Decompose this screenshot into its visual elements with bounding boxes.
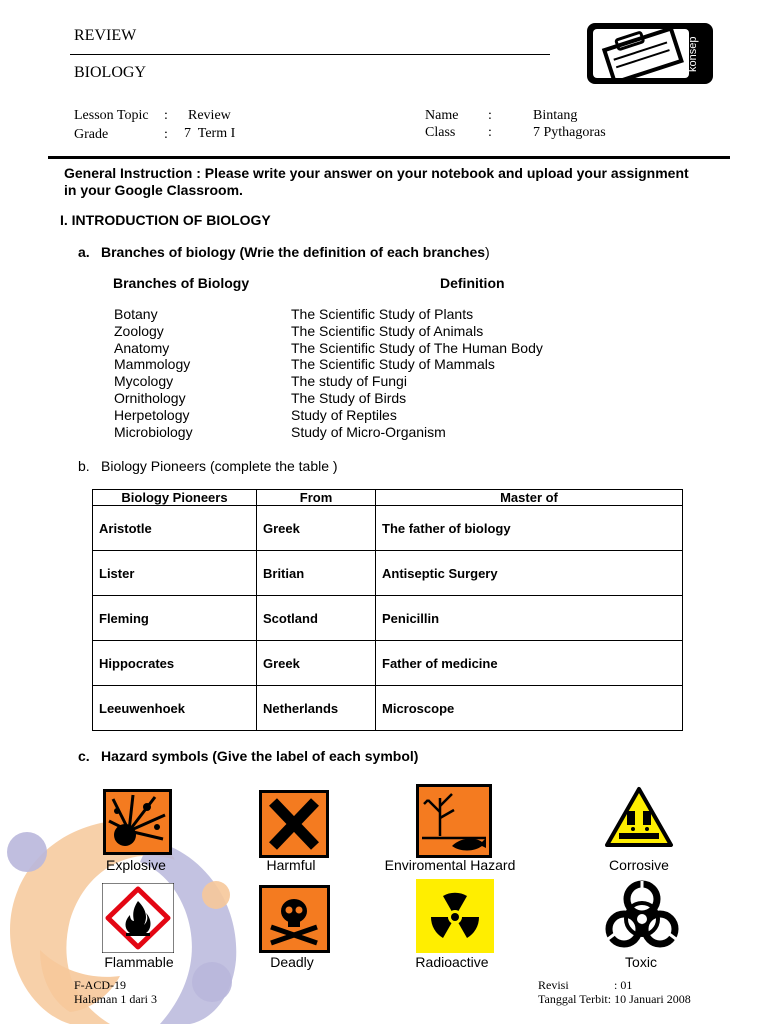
subject-heading: BIOLOGY [74,64,146,81]
deadly-icon [259,885,330,953]
footer-tanggal: Tanggal Terbit: 10 Januari 2008 [538,992,691,1006]
table-header-row [93,490,683,506]
grade-colon: : [164,127,168,142]
review-heading: REVIEW [74,27,137,44]
pioneer-name: Fleming [93,596,257,641]
branch-name: Ornithology [114,389,186,406]
hazard-label: Explosive [106,857,166,873]
table-row [93,686,683,731]
hazard-label: Corrosive [609,857,669,873]
table-row [93,641,683,686]
definition-list [291,306,711,440]
class-label: Class [425,125,456,140]
grade-label: Grade [74,127,109,142]
branch-name: Herpetology [114,406,190,423]
part-c-marker: c. [78,748,90,764]
lesson-topic-label: Lesson Topic [74,108,149,123]
col-branch-header: Branches of Biology [113,275,250,291]
hazard-label: Deadly [270,954,314,970]
name-value: Bintang [533,108,578,123]
pioneer-name: Hippocrates [93,641,257,686]
part-a-marker: a. [78,244,90,260]
branch-name: Botany [114,306,158,322]
pioneer-master-of: Father of medicine [376,641,683,686]
part-a-title: Branches of biology (Wrie the definition of each branches [101,244,486,260]
branch-definition: Study of Micro-Organism [291,423,446,440]
harmful-icon [259,790,329,858]
footer-revisi-value: : 01 [614,978,633,992]
header-divider [48,156,730,159]
class-colon: : [488,125,492,140]
footer-page: Halaman 1 dari 3 [74,992,157,1006]
general-instruction: General Instruction : Please write your answer on your notebook and upload your assignment in your Google Classroom. [64,165,689,198]
branch-definition: Study of Reptiles [291,406,397,423]
table-header: From [257,490,376,506]
explosive-icon [103,789,172,855]
pioneer-master-of: The father of biology [376,506,683,551]
konsep-logo [587,23,713,84]
branch-definition: The Scientific Study of Mammals [291,356,495,373]
grade-value: 7 Term I [184,126,236,141]
table-header: Biology Pioneers [93,490,257,506]
lesson-topic-colon: : [164,108,168,123]
corrosive-icon [603,785,675,851]
hazard-label: Radioactive [415,954,489,970]
branch-name: Microbiology [114,423,193,440]
footer-revisi-label: Revisi [538,978,569,992]
pioneer-origin: Netherlands [257,686,376,731]
pioneer-origin: Greek [257,506,376,551]
toxic-icon [602,877,682,953]
table-row [93,551,683,596]
hazard-label: Toxic [625,954,657,970]
part-c-title: Hazard symbols (Give the label of each symbol) [101,748,419,764]
branch-name: Zoology [114,322,164,339]
pioneer-name: Lister [93,551,257,596]
pioneer-master-of: Penicillin [376,596,683,641]
part-b-marker: b. [78,458,90,474]
hazard-label: Flammable [104,954,174,970]
environmental-hazard-icon [416,784,492,858]
pioneer-master-of: Microscope [376,686,683,731]
flammable-icon [102,883,174,953]
radioactive-icon [416,879,494,953]
branch-definition: The Scientific Study of Animals [291,322,484,339]
branch-list [114,306,284,440]
clipboard-icon [593,29,689,78]
branch-definition: The study of Fungi [291,373,407,390]
header-rule [70,54,550,55]
branch-name: Anatomy [114,339,170,356]
table-row [93,506,683,551]
branch-definition: The Scientific Study of Plants [291,306,474,322]
section-title: I. INTRODUCTION OF BIOLOGY [60,212,271,228]
table-header: Master of [376,490,683,506]
col-definition-header: Definition [440,275,505,291]
pioneer-name: Aristotle [93,506,257,551]
name-label: Name [425,108,459,123]
pioneer-origin: Britian [257,551,376,596]
hazard-label: Enviromental Hazard [384,857,516,873]
branch-definition: The Scientific Study of The Human Body [291,339,543,356]
class-value: 7 Pythagoras [533,125,606,140]
pioneers-table [92,489,683,731]
name-colon: : [488,108,492,123]
branch-name: Mammology [114,356,191,373]
branch-definition: The Study of Birds [291,389,407,406]
part-a-close-paren: ) [485,244,490,260]
hazard-label: Harmful [266,857,316,873]
pioneer-origin: Greek [257,641,376,686]
branch-name: Mycology [114,373,174,390]
lesson-topic-value: Review [188,108,231,123]
pioneer-master-of: Antiseptic Surgery [376,551,683,596]
part-a-heading [101,244,490,260]
pioneer-origin: Scotland [257,596,376,641]
footer-code: F-ACD-19 [74,978,127,992]
pioneer-name: Leeuwenhoek [93,686,257,731]
logo-text: konsep [687,36,699,72]
table-row [93,596,683,641]
part-b-title: Biology Pioneers (complete the table ) [101,458,338,474]
